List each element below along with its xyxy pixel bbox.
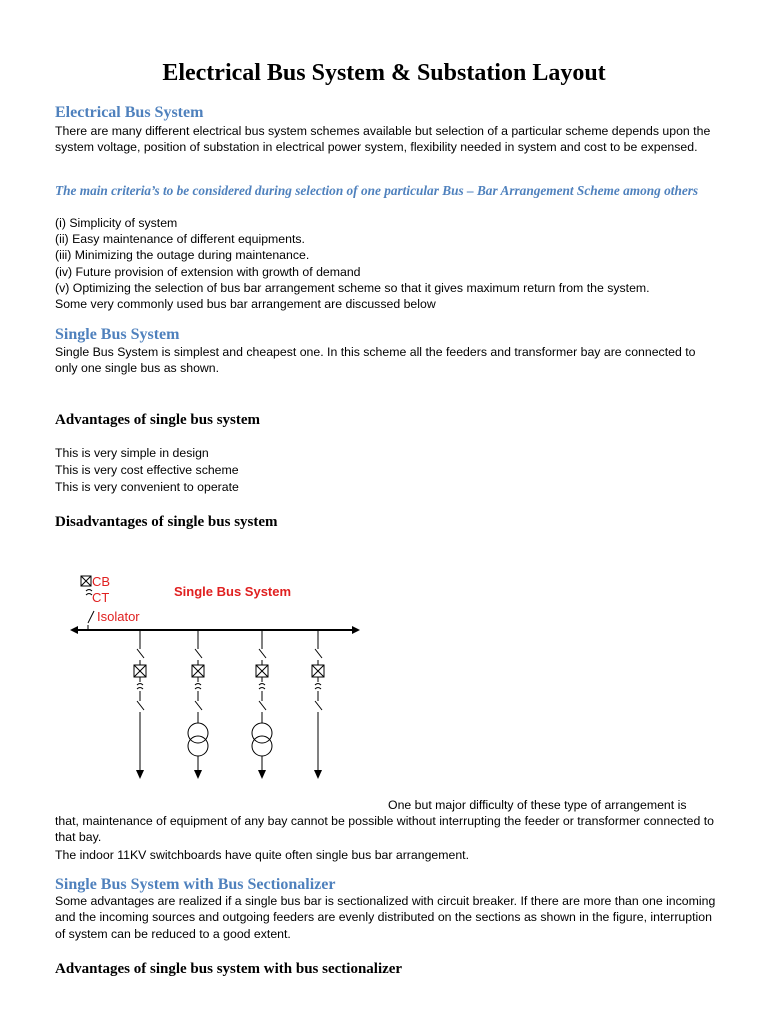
criteria-item-4: (iv) Future provision of extension with growth of demand [55,265,361,279]
legend-isolator-label: Isolator [97,609,140,624]
feeder-bay-2 [312,631,324,779]
power-transformer-icon [188,723,208,743]
criteria-item-2: (ii) Easy maintenance of different equipments. [55,232,305,246]
current-transformer-icon [259,684,265,690]
single-bus-system-diagram [70,565,370,790]
heading-bus-sectionalizer: Single Bus System with Bus Sectionalizer [55,876,336,893]
criteria-item-3: (iii) Minimizing the outage during maintenance. [55,248,310,262]
heading-single-bus-system: Single Bus System [55,326,180,343]
heading-disadvantages-single-bus: Disadvantages of single bus system [55,514,278,530]
paragraph-electrical-bus-intro: There are many different electrical bus system schemes available but selection of a particular scheme depends upon the system voltage, position of substation in electrical power system, flexibility needed in system and cost to be expensed. [55,124,711,155]
advantage-item-3: This is very convenient to operate [55,480,239,494]
indoor-switchboard-note: The indoor 11KV switchboards have quite often single bus bar arrangement. [55,848,470,862]
current-transformer-icon [315,684,321,690]
advantage-item-2: This is very cost effective scheme [55,463,239,477]
transformer-bay-2 [252,631,272,779]
power-transformer-icon [252,723,272,743]
criteria-item-5: (v) Optimizing the selection of bus bar arrangement scheme so that it gives maximum return from the system. [55,281,650,295]
advantage-item-1: This is very simple in design [55,446,209,460]
legend-cb-label: CB [92,574,111,589]
diagram-title: Single Bus System [174,584,292,599]
page-title: Electrical Bus System & Substation Layout [162,60,606,86]
paragraph-single-bus-intro: Single Bus System is simplest and cheapest one. In this scheme all the feeders and transformer bay are connected to only one single bus as shown. [55,345,696,376]
legend-ct-label: CT [92,590,110,605]
legend [81,574,140,629]
criteria-item-1: (i) Simplicity of system [55,216,178,230]
feeder-bay-1 [134,631,146,779]
criteria-heading: The main criteria’s to be considered during selection of one particular Bus – Bar Arrangement Scheme among others [55,183,699,198]
heading-advantages-sectionalizer: Advantages of single bus system with bus sectionalizer [55,961,403,977]
transformer-bay-1 [188,631,208,779]
current-transformer-icon [137,684,143,690]
legend-isolator-icon [88,611,94,623]
current-transformer-icon [195,684,201,690]
bus-bar [70,626,360,634]
heading-electrical-bus-system: Electrical Bus System [55,104,204,121]
paragraph-sectionalizer-intro: Some advantages are realized if a single bus bar is sectionalized with circuit breaker. If there are more than one incoming and the incoming sources and outgoing feeders are evenly distributed on the sections as shown in the figure, interruption of system can be reduced to a good extent. [55,894,716,941]
disadvantage-text-2: that, maintenance of equipment of any bay cannot be possible without interrupting the feeder or transformer connected to that bay. [55,814,714,845]
paragraph-closing: Some very commonly used bus bar arrangement are discussed below [55,297,436,311]
heading-advantages-single-bus: Advantages of single bus system [55,412,261,428]
disadvantage-text-1: One but major difficulty of these type of arrangement is [388,798,687,812]
